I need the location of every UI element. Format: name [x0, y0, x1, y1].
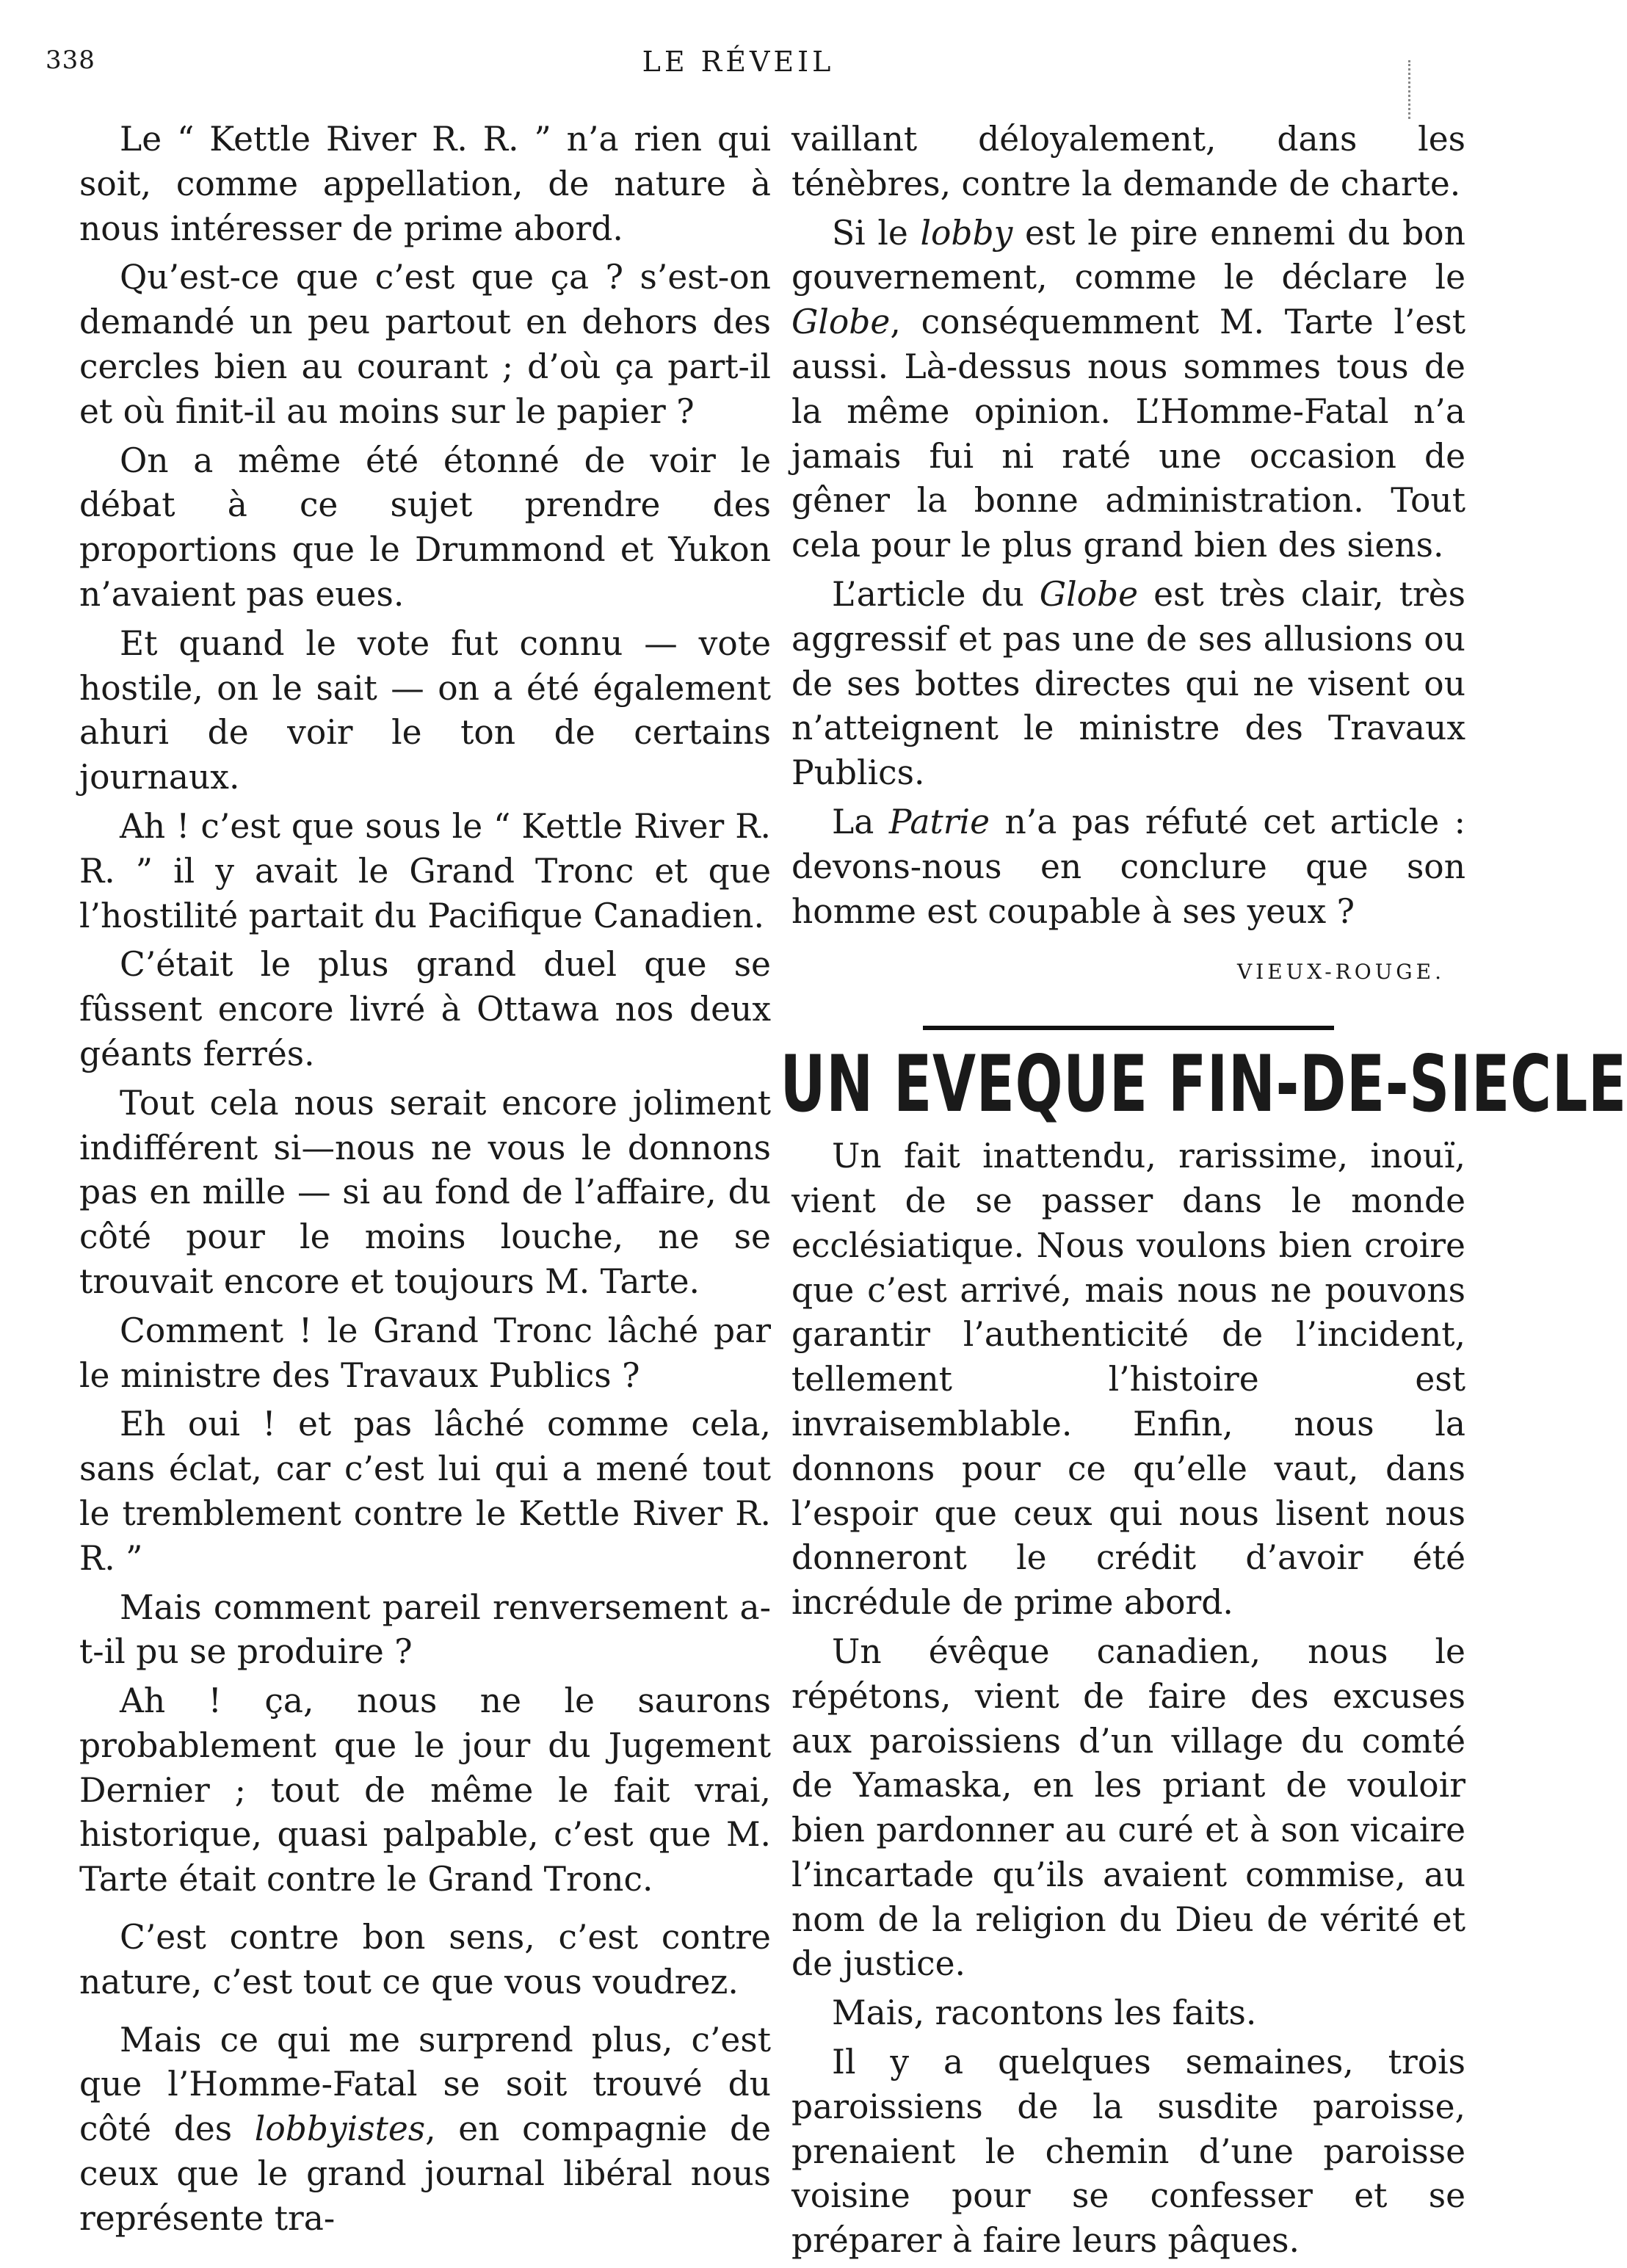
paragraph: Ah ! ça, nous ne le saurons probablement que le jour du Jugement Dernier ; tout de même le fait vrai, historique, quasi palpable, c’est que M. Tarte était contre le Grand Tronc.: [79, 1681, 771, 1899]
italic-term: Patrie: [888, 802, 990, 841]
paragraph: Un évêque canadien, nous le répétons, vient de faire des excuses aux paroissiens d’un village du comté de Yamaska, en les priant de vouloir bien pardonner au curé et à son vicaire l’incartade qu’ils avaient commise, au nom de la religion du Dieu de vérité et de justice.: [791, 1631, 1465, 1984]
running-title: LE RÉVEIL: [642, 46, 835, 78]
paragraph: Eh oui ! et pas lâché comme cela, sans éclat, car c’est lui qui a mené tout le tremblement contre le Kettle River R. R. ”: [79, 1405, 771, 1578]
italic-term: lobbyistes: [254, 2109, 426, 2149]
italic-term: lobby: [920, 213, 1013, 253]
paragraph: Le “ Kettle River R. R. ” n’a rien qui soit, comme appellation, de nature à nous intéresser de prime abord.: [79, 120, 771, 248]
paragraph: [791, 800, 1465, 934]
left-column: [79, 117, 771, 2246]
paragraph: [79, 2018, 771, 2242]
right-column: [780, 117, 1627, 2268]
paragraph: Mais comment pareil renversement a-t-il pu se produire ?: [79, 1587, 771, 1672]
text-run: L’article du: [832, 574, 1040, 614]
edge-marks: [1408, 60, 1413, 119]
author-signature: VIEUX-ROUGE.: [1236, 960, 1445, 985]
paragraph: On a même été étonné de voir le débat à ce sujet prendre des proportions que le Drummond et Yukon n’avaient pas eues.: [79, 441, 771, 614]
text-run: Mais ce qui me surprend plus, c’est que l’Homme-Fatal se soit trouvé du côté des: [79, 2020, 771, 2149]
italic-term: Globe: [791, 302, 891, 342]
paragraph: Comment ! le Grand Tronc lâché par le ministre des Travaux Publics ?: [79, 1311, 771, 1395]
section-divider: [923, 1026, 1334, 1030]
paragraph-continuation: vaillant déloyalement, dans les ténèbres, contre la demande de charte.: [791, 120, 1465, 203]
text-run: est très clair, très aggressif et pas une de ses allusions ou de ses bottes directes qui ne visent ou n’atteignent le ministre des Travaux Publics.: [791, 574, 1465, 793]
paragraph: Un fait inattendu, rarissime, inouï, vient de se passer dans le monde ecclésiatique. Nous voulons bien croire que c’est arrivé, mais nous ne pouvons garantir l’authenticité de l’incident, tellement l’histoire est invraisemblable. Enfin, nous la donnons pour ce qu’elle vaut, dans l’espoir que ceux qui nous lisent nous donneront le crédit d’avoir été incrédule de prime abord.: [791, 1137, 1465, 1623]
paragraph: Et quand le vote fut connu — vote hostile, on le sait — on a été également ahuri de voir le ton de certains journaux.: [79, 623, 771, 797]
page-header: [46, 46, 1431, 90]
text-run: La: [832, 802, 889, 841]
paragraph: Mais, racontons les faits.: [832, 1993, 1257, 2033]
paragraph: C’était le plus grand duel que se fûssent encore livré à Ottawa nos deux géants ferrés.: [79, 945, 771, 1073]
text-run: est le pire ennemi du bon gouvernement, comme le déclare le: [791, 213, 1465, 297]
text-run: , conséquemment M. Tarte l’est aussi. Là-dessus nous sommes tous de la même opinion. L’Homme-Fatal n’a jamais fui ni raté une occasion de gêner la bonne administration. Tout cela pour le plus grand bien des siens.: [791, 302, 1465, 565]
text-run: n’a pas réfuté cet article : devons-nous en conclure que son homme est coupable à ses yeux ?: [791, 802, 1465, 931]
paragraph: Il y a quelques semaines, trois paroissiens de la susdite paroisse, prenaient le chemin d’une paroisse voisine pour se confesser et se préparer à faire leurs pâques.: [791, 2043, 1465, 2261]
paragraph: Ah ! c’est que sous le “ Kettle River R. R. ” il y avait le Grand Tronc et que l’hostilité partait du Pacifique Canadien.: [79, 806, 771, 935]
paragraph: [791, 211, 1465, 568]
paragraph: Tout cela nous serait encore joliment indifférent si—nous ne vous le donnons pas en mille — si au fond de l’affaire, du côté pour le moins louche, ne se trouvait encore et toujours M. Tarte.: [79, 1083, 771, 1301]
article-title: UN EVEQUE FIN-DE-SIECLE: [780, 1039, 1627, 1130]
paragraph: C’est contre bon sens, c’est contre nature, c’est tout ce que vous voudrez.: [79, 1918, 771, 2001]
paragraph: [791, 573, 1465, 796]
text-run: , en compagnie de ceux que le grand journal libéral nous représente tra-: [79, 2109, 772, 2238]
page-number: 338: [46, 46, 95, 75]
italic-term: Globe: [1039, 574, 1139, 614]
text-run: Si le: [832, 213, 921, 253]
paragraph: Qu’est-ce que c’est que ça ? s’est-on demandé un peu partout en dehors des cercles bien au courant ; d’où ça part-il et où finit-il au moins sur le papier ?: [79, 258, 771, 431]
